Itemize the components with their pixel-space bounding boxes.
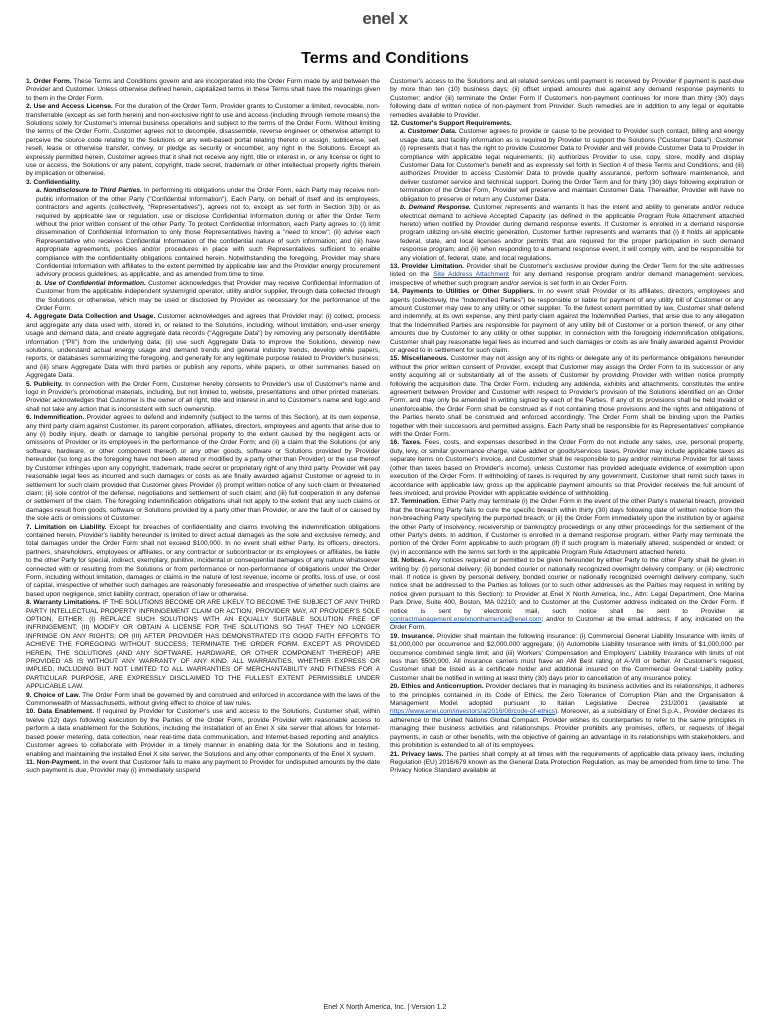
clause-paragraph (390, 498, 744, 557)
subclause-heading: b. Demand Response. (400, 204, 471, 212)
clause-text: Provider shall maintain the following insurance: (i) Commercial General Liability Insurance with limits of $1,000,000 per occurrence and $2,000,000 aggregate; (ii) Automobile Liability Insurance with limits of $1,000,000 per occurrence combined single limit; and (iii) Workers' Compensation and Employers' Liability Insurance with limits of not less than $500,000. All insurance carriers must have an AM Best rating of A-VIII or better. At Customer's request, Customer shall be listed as a certificate holder and additional insured on the Commercial General Liability policy. Customer shall be notified in writing at least thirty (30) days prior to cancellation of any insurance policy. (390, 632, 744, 682)
clause-heading: 19. Insurance. (390, 632, 435, 640)
clause-paragraph (26, 313, 380, 380)
clause-paragraph (26, 280, 380, 314)
clause-paragraph (26, 414, 380, 523)
clause-text: In no event shall Provider or its affiliates, directors, employees and agents (collectively, the "Indemnified Parties") be responsible or liable for payment of any utility bill of Customer or any amount Customer may owe to any utility or other supplier. To the fullest extent permitted by law, Customer shall defend and indemnify, at its own expense, any third party claim against the Indemnified Parties, that arise due to any allegation that the Indemnified Parties are responsible for payment of any utility bill of Customer or a portion thereof, or any other amounts due by Customer to any utility or other supplier. In connection with the foregoing indemnification obligations, Customer shall pay reasonable legal fees as incurred and such damages or costs as are finally awarded against Provider or agreed to in settlement for such claim. (390, 288, 744, 354)
clause-paragraph (390, 78, 744, 120)
clause-text: In the event that Customer fails to make any payment to Provider for undisputed amounts by the date such payment is due, Provider may (i) immediately suspend (26, 758, 380, 775)
clause-heading: 3. Confidentiality. (26, 178, 81, 186)
clause-paragraph (26, 524, 380, 600)
clause-heading: 5. Publicity. (26, 380, 63, 388)
clause-paragraph (390, 204, 744, 263)
clause-heading: 13. Provider Limitation. (390, 262, 465, 270)
clause-heading: 6. Indemnification. (26, 414, 85, 422)
clause-paragraph (26, 187, 380, 279)
clause-text: Customer acknowledges that Provider may receive Confidential Information of Customer from the applicable independent system/grid operator, utility and/or supplier, through data collected through the Solutions or otherwise, which may be used or disclosed by Provider as necessary for the performance of the Order Form. (36, 279, 380, 312)
clause-text: ). Moreover, as a subsidiary of Enel S.p.A., Provider declares its adherence to the United Nations Global Compact. Provider wishes its counterparties to refer to the same principles in managing their business activities and relationships. Provider prohibits any promises, offers, or requests of illegal payments, in cash or other benefits, with the objective of gaining an advantage in its relationships with stakeholders, and this prohibition is extended to all of its employees. (390, 708, 744, 750)
clause-text: Provider declares that in managing its business activities and its relationships, it adheres to the principles contained in its Code of Ethics, the Zero Tolerance of Corruption Plan and the Organisation & Management Model adopted pursuant to Italian Legislative Decree 231/2001 (available at (390, 683, 744, 708)
clause-heading: 17. Termination. (390, 498, 441, 506)
clause-text: In performing its obligations under the Order Form, each Party may receive non-public information of the other Party ("Confidential Information"). Each Party, on behalf of itself and its employees, contractors and agents (collectively, "Representatives"), agrees not to, except as set forth in Section 3(b) or as required by applicable law or regulation, use or disclose Confidential Information during or after the Order Term without the prior written consent of the other Party. To protect Confidential Information, each Party agrees to: (i) limit dissemination of Confidential Information to only those Representatives having a "need to know"; (ii) advise each Representative who receives Confidential Information of the confidential nature of such information; and (iii) have appropriate agreements, policies and/or procedures in place with such Representatives sufficient to enable compliance with the confidentiality obligations contained herein. Notwithstanding the foregoing, Provider may share Confidential Information with affiliates to the extent permitted by applicable law and the Provider energy procurement advisory process guidelines, as applicable, and as amended from time to time. (36, 187, 380, 279)
clause-paragraph (390, 288, 744, 355)
clause-paragraph (390, 751, 744, 776)
clause-heading: 9. Choice of Law. (26, 691, 81, 699)
clause-text: The parties shall comply at all times with the requirements of applicable data privacy laws, including Regulation (EU) 2016/679 known as the General Data Protection Regulation, as may be amended from time to time. The Privacy Notice Standard available at (390, 750, 744, 775)
clause-paragraph (390, 120, 744, 128)
clause-link[interactable]: Site Address Attachment (433, 271, 510, 279)
clause-paragraph (26, 692, 380, 709)
clause-heading: 21. Privacy laws. (390, 750, 444, 758)
clause-heading: 11. Non-Payment. (26, 758, 82, 766)
clause-paragraph (390, 263, 744, 288)
clause-heading: 1. Order Form. (26, 78, 72, 85)
clause-heading: 8. Warranty Limitations. (26, 599, 101, 607)
enel-x-logo (350, 8, 420, 30)
clause-text: Provider shall be Customer's exclusive provider during the Order Term for the site addresses listed on the (390, 262, 744, 279)
clause-paragraph (390, 683, 744, 750)
clause-text: Either Party may terminate (i) the Order Form in the event of the other Party's material breach, provided that the breaching Party fails to cure the specific breach within thirty (30) days following date of written notice from the non-breaching Party specifying the purported breach; or (ii) the Order Form immediately upon the institution by or against the other Party of insolvency, receivership or bankruptcy proceedings or any other proceedings for the settlement of the other Party's debts. In addition, if Customer is enrolled in a demand response program, either Party may terminate the portion of the Order Form applicable to such program (if) if such program is materially altered, suspended or ended; or (iv) in accordance with the terms set forth in the applicable Program Rule Attachment attached hereto. (390, 498, 744, 556)
clause-paragraph (390, 128, 744, 204)
clause-heading: 18. Notices. (390, 557, 427, 565)
subclause-heading: a. Customer Data. (400, 128, 457, 136)
clause-text: In connection with the Order Form, Customer hereby consents to Provider's use of Customer's name and logo in Provider's promotional materials, including, but not limited to, website, presentations and other printed materials. Provider acknowledges that Customer is the owner of all right, title and interest in and to Customer's name and logo and shall not take any action that is inconsistent with such ownership. (26, 380, 380, 413)
subclause-heading: b. Use of Confidential Information. (36, 279, 146, 287)
clause-text: If required by Provider for Customer's use and access to the Solutions, Customer shall, within twelve (12) days following execution by the Parties of the Order Form, provide Provider with reasonable access to perform a data enablement for the Solutions, including the installation of an Enel X site server that allows for Internet-based power metering, data collection, near real-time data communication, and Internet-based reporting and analytics. Customer agrees to collaborate with Provider in a timely manner in enabling data for the Solutions and in testing, enabling and maintaining the installed Enel X site server, the Solutions and any other components of the Enel X system. (26, 708, 380, 758)
clause-paragraph (390, 557, 744, 633)
clause-text: Customer agrees to provide or cause to be provided to Provider such contact, billing and energy usage data, and facility information as is required by Provider to support the Solutions ("Customer Data"). Customer (i) represents that it has the right to provide Customer Data to Provider and will provide Customer Data to Provider in compliance with applicable legal requirements; (ii) authorizes Provider to use, copy, store, modify and display Customer Data for Customer's benefit and as expressly set forth in Section 4 of these Terms and Conditions; and (iii) authorizes Provider to access Customer Data to provide quality assurance, perform software maintenance, and deliver customer service and technical support. During the Order Term and for thirty (30) days following expiration or termination of the Order Form, Provider will preserve and maintain Customer Data. Thereafter, Provider will have no obligation to preserve or return any Customer Data. (400, 128, 744, 203)
right-column (390, 78, 744, 1000)
clause-paragraph (26, 599, 380, 691)
clause-heading: 7. Limitation on Liability. (26, 523, 107, 531)
clause-text: for any demand response program and/or demand management services, irrespective of whether such program and/or service is set forth in an Order Form. (390, 271, 744, 287)
subclause-heading: a. Nondisclosure to Third Parties. (36, 187, 142, 195)
clause-text: ; and/or to Customer at the email address, if any, indicated on the Order Form. (390, 616, 744, 632)
clause-heading: 10. Data Enablement. (26, 708, 94, 716)
clause-text: The Order Form shall be governed by and construed and enforced in accordance with the laws of the Commonwealth of Massachusetts, without giving effect to choice of law rules. (26, 691, 380, 708)
clause-paragraph (26, 759, 380, 776)
clause-text: Customer acknowledges and agrees that Provider may: (i) collect, process and aggregate any data used with, stored in, or related to the Solutions, including, without limitation, end-user energy usage and demand data, and create aggregate data records ("Aggregate Data") by removing any personally identifiable information ("PII") from the underlying data; (ii) use such Aggregate Data to improve the Solutions, develop new solutions, understand actual energy usage and demand trends and general industry trends, develop white papers, reports, or databases summarizing the foregoing, and generally for any legitimate purpose related to Provider's business; and (iii) share Aggregate Data with third parties or publish any reports, white papers, or other summaries based on Aggregate Data. (26, 313, 380, 380)
clause-paragraph (26, 103, 380, 179)
clause-heading: 16. Taxes. (390, 439, 422, 447)
clause-text: These Terms and Conditions govern and are incorporated into the Order Form made by and between the Provider and Customer. Unless otherwise defined herein, capitalized terms in these Terms shall have the meanings given to them in the Order Form. (26, 78, 380, 102)
clause-heading: 20. Ethics and Anticorruption. (390, 683, 484, 691)
clause-text: Customer may not assign any of its rights or delegate any of its performance obligations hereunder without the prior written consent of Provider, except that Customer may assign the Order Form to its successor or any entity acquiring all or substantially all of the assets of Customer by providing Provider with written notice promptly following the acquisition date. The Order Form, including any addenda, exhibits and attachments, constitutes the entire agreement between Provider and Customer with respect to Provider's provision of the Solutions identified on an Order Form, and may only be amended in writing signed by each of the Parties. If any of its provisions shall be held invalid or unenforceable, the Order Form shall be construed as if not containing those provisions and the rights and obligations of the Parties hereto shall be construed and enforced accordingly. The Order Form shall be binding upon the Parties together with their successors and permitted assigns. Each Party shall be responsible for its Representatives' compliance with the Order Form. (390, 355, 744, 439)
clause-text: Customer represents and warrants it has the intent and ability to generate and/or reduce electrical demand to achieve Accepted Capacity (as defined in the applicable Program Rule Attachment attached hereto) when notified by Provider during demand response events. If Customer is enrolled in a demand response program utilizing on-site electric generation, Customer further represents and warrants that (i) it holds all applicable federal, state, and local licenses and/or permits that are required for the proper participation in such demand response program; and (ii) when responding to a demand response event, it will comply with, and be responsible for any violation of, federal, state, and local regulations. (400, 204, 744, 262)
clause-paragraph (26, 179, 380, 187)
page-footer: Enel X North America, Inc. | Version 1.2 (323, 1004, 447, 1011)
clause-heading: 4. Aggregate Data Collection and Usage. (26, 313, 156, 321)
logo-text: enel x (362, 9, 408, 28)
clause-paragraph (390, 633, 744, 683)
clause-text: Any notices required or permitted to be given hereunder by either Party to the other Party shall be given in writing by: (i) personal delivery; (ii) bonded courier or nationally recognized overnight delivery company; or (iii) electronic mail. If notice is given by personal delivery, bonded courier or nationally recognized overnight delivery company, such notice shall be addressed to the Parties as follows (or to such other addresses as the Parties may request in writing by notice given pursuant to this Section): to Provider at Enel X North America, Inc., Attn: Legal Department, One Marina Park Drive, Suite 400, Boston, MA 02210; and to Customer at the Customer address indicated on the Order Form. If notice is sent by electronic mail, such notice shall be sent to Provider at (390, 557, 744, 615)
clause-text: Fees, costs, and expenses described in the Order Form do not include any sales, use, personal property, duty, levy, or similar governance charge, value added or goods/services taxes. Provider may include applicable taxes as separate items on Customer's invoice, and Customer shall be responsible to pay and/or reimburse Provider for all taxes (other than taxes based on Provider's income), unless Customer has provided adequate evidence of exemption upon execution of the Order Form. If withholding of taxes is required by any government, Customer shall remit such taxes in accordance with applicable law, gross up the applicable payment amounts so that Provider receives the full amount of fees invoiced, and provide Provider with applicable evidence of withholding. (390, 439, 744, 497)
clause-text: For the duration of the Order Term, Provider grants to Customer a limited, revocable, non-transferrable (except as set forth herein) and non-exclusive right to use and access (including through remote means) the Solutions solely for Customer's internal business operations and subject to the terms of the Order Form. Without limiting the terms of the Order Form, Customer agrees not to decompile, disassemble, reverse engineer or otherwise attempt to perceive the source code relating to the Solutions or any web-based portal relating thereto or assign, sublicense, sell, resell, lease or otherwise transfer, convey, or pledge as security or encumber, any right in the Solutions. Except as expressly permitted herein, Customer agrees that it shall not receive any right, title or interest in, or any license or right to use or access, the Solutions or any patent, copyright, trade secret, trademark or other intellectual property rights therein by implication or otherwise. (26, 103, 380, 178)
clause-text: Provider agrees to defend and indemnify (subject to the terms of this Section), at its own expense, any third party claim against Customer, its parent corporation, affiliates, directors, employees and agents that arise due to any (i) bodily injury, death or damage to tangible personal property to the extent caused by the negligent acts or omissions of Provider or its employees in the performance of the Order Form; and (ii) a claim that the Solutions (or any software, hardware, or other component thereof) or any other goods, software or Solutions provided by Provider hereunder (so long as the foregoing have not been altered or modified by a party other than Provider) or the use thereof by Customer infringes upon any copyright, trademark, trade secret or proprietary right of any third party. Provider will pay reasonable legal fees as incurred and such damages or costs as are finally awarded against Customer or agreed to in settlement for such claim provided that Customer gives Provider (i) prompt written notice of any such claim or threatened claim; (ii) sole control of the defense, negotiations and settlement of such claim; and (iii) full cooperation in any defense or settlement of the claim. The foregoing indemnification obligations shall not apply to the extent that any such claims or damages result from goods, software or Solutions provided by a party other than Provider, or are the fault of or caused by the sole acts or omissions of Customer. (26, 414, 380, 523)
clause-paragraph (26, 381, 380, 415)
clause-heading: 12. Customer's Support Requirements. (390, 120, 512, 128)
clause-heading: 2. Use and Access License. (26, 103, 113, 111)
clause-paragraph (390, 439, 744, 498)
clause-text: Customer's access to the Solutions and all related services until payment is received by Provider if payment is past-due by more than ten (10) business days; (ii) offset unpaid amounts due against any demand response payments to Customer; and/or (iii) terminate the Order Form if Customer's non-payment continues for more than thirty (30) days following date of written notice of non-payment from Provider. Such remedies are in addition to any legal or equitable remedies available to Provider. (390, 78, 744, 119)
clause-text: Except for breaches of confidentiality and claims involving the indemnification obligations contained herein, Provider's liability hereunder is limited to direct actual damages as the sole and exclusive remedy, and total damages under the Order Form shall not exceed $100,000. In no event shall either Party, its officers, directors, partners, shareholders, employees or affiliates, or any contractor or subcontractor or its employees or affiliates, be liable to the other Party for special, indirect, exemplary, punitive, incidental or consequential damages of any nature whatsoever connected with or resulting from the Solutions or from performance or non-performance of obligations under the Order Form, including without limitation, damages or claims in the nature of lost revenue, income or profits, loss of use, or cost of capital, irrespective of whether such damages are reasonably foreseeable and irrespective of whether such claims are based upon negligence, strict liability contract, operation of law or otherwise. (26, 523, 380, 598)
clause-link[interactable]: contractmanagement.enelxnorthamerica@enel.com (390, 616, 542, 623)
clause-paragraph (26, 708, 380, 758)
clause-paragraph (390, 355, 744, 439)
clause-heading: 14. Payments to Utilities or Other Suppliers. (390, 288, 535, 296)
clause-text: IF THE SOLUTIONS BECOME OR ARE LIKELY TO BECOME THE SUBJECT OF ANY THIRD PARTY INTELLECTUAL PROPERTY INFRINGEMENT CLAIM OR ACTION, PROVIDER MAY, AT PROVIDER'S SOLE OPTION, EITHER: (I) REPLACE SUCH SOLUTIONS WITH AN EQUALLY SUITABLE SOLUTION FREE OF INFRINGEMENT; (II) MODIFY OR OBTAIN A LICENSE FOR THE SOLUTIONS SO THAT THEY NO LONGER INFRINGE ON ANY RIGHTS; OR (III) AFTER PROVIDER HAS DEMONSTRATED ITS GOOD FAITH EFFORTS TO ACHIEVE THE FOREGOING WITHOUT SUCCESS, TERMINATE THE ORDER FORM. EXCEPT AS PROVIDED HEREIN, THE SOLUTIONS (AND ANY SOFTWARE, HARDWARE, OR OTHER COMPONENT THEREOF) ARE PROVIDED AS IS WITHOUT ANY WARRANTY OF ANY KIND. ALL WARRANTIES, WHETHER EXPRESS OR IMPLIED, INCLUDING BUT NOT LIMITED TO ALL WARRANTIES OF MERCHANTABILITY AND FITNESS FOR A PARTICULAR PURPOSE, ARE EXPRESSLY DISCLAIMED TO THE FULLEST EXTENT PERMISSIBLE UNDER APPLICABLE LAW. (26, 599, 380, 691)
clause-paragraph (26, 78, 380, 103)
page-title: Terms and Conditions (301, 50, 469, 67)
clause-link[interactable]: https://www.enel.com/investors/a/2016/08/code-of-ethics (390, 708, 555, 716)
clause-heading: 15. Miscellaneous. (390, 355, 449, 363)
left-column (26, 78, 380, 1000)
